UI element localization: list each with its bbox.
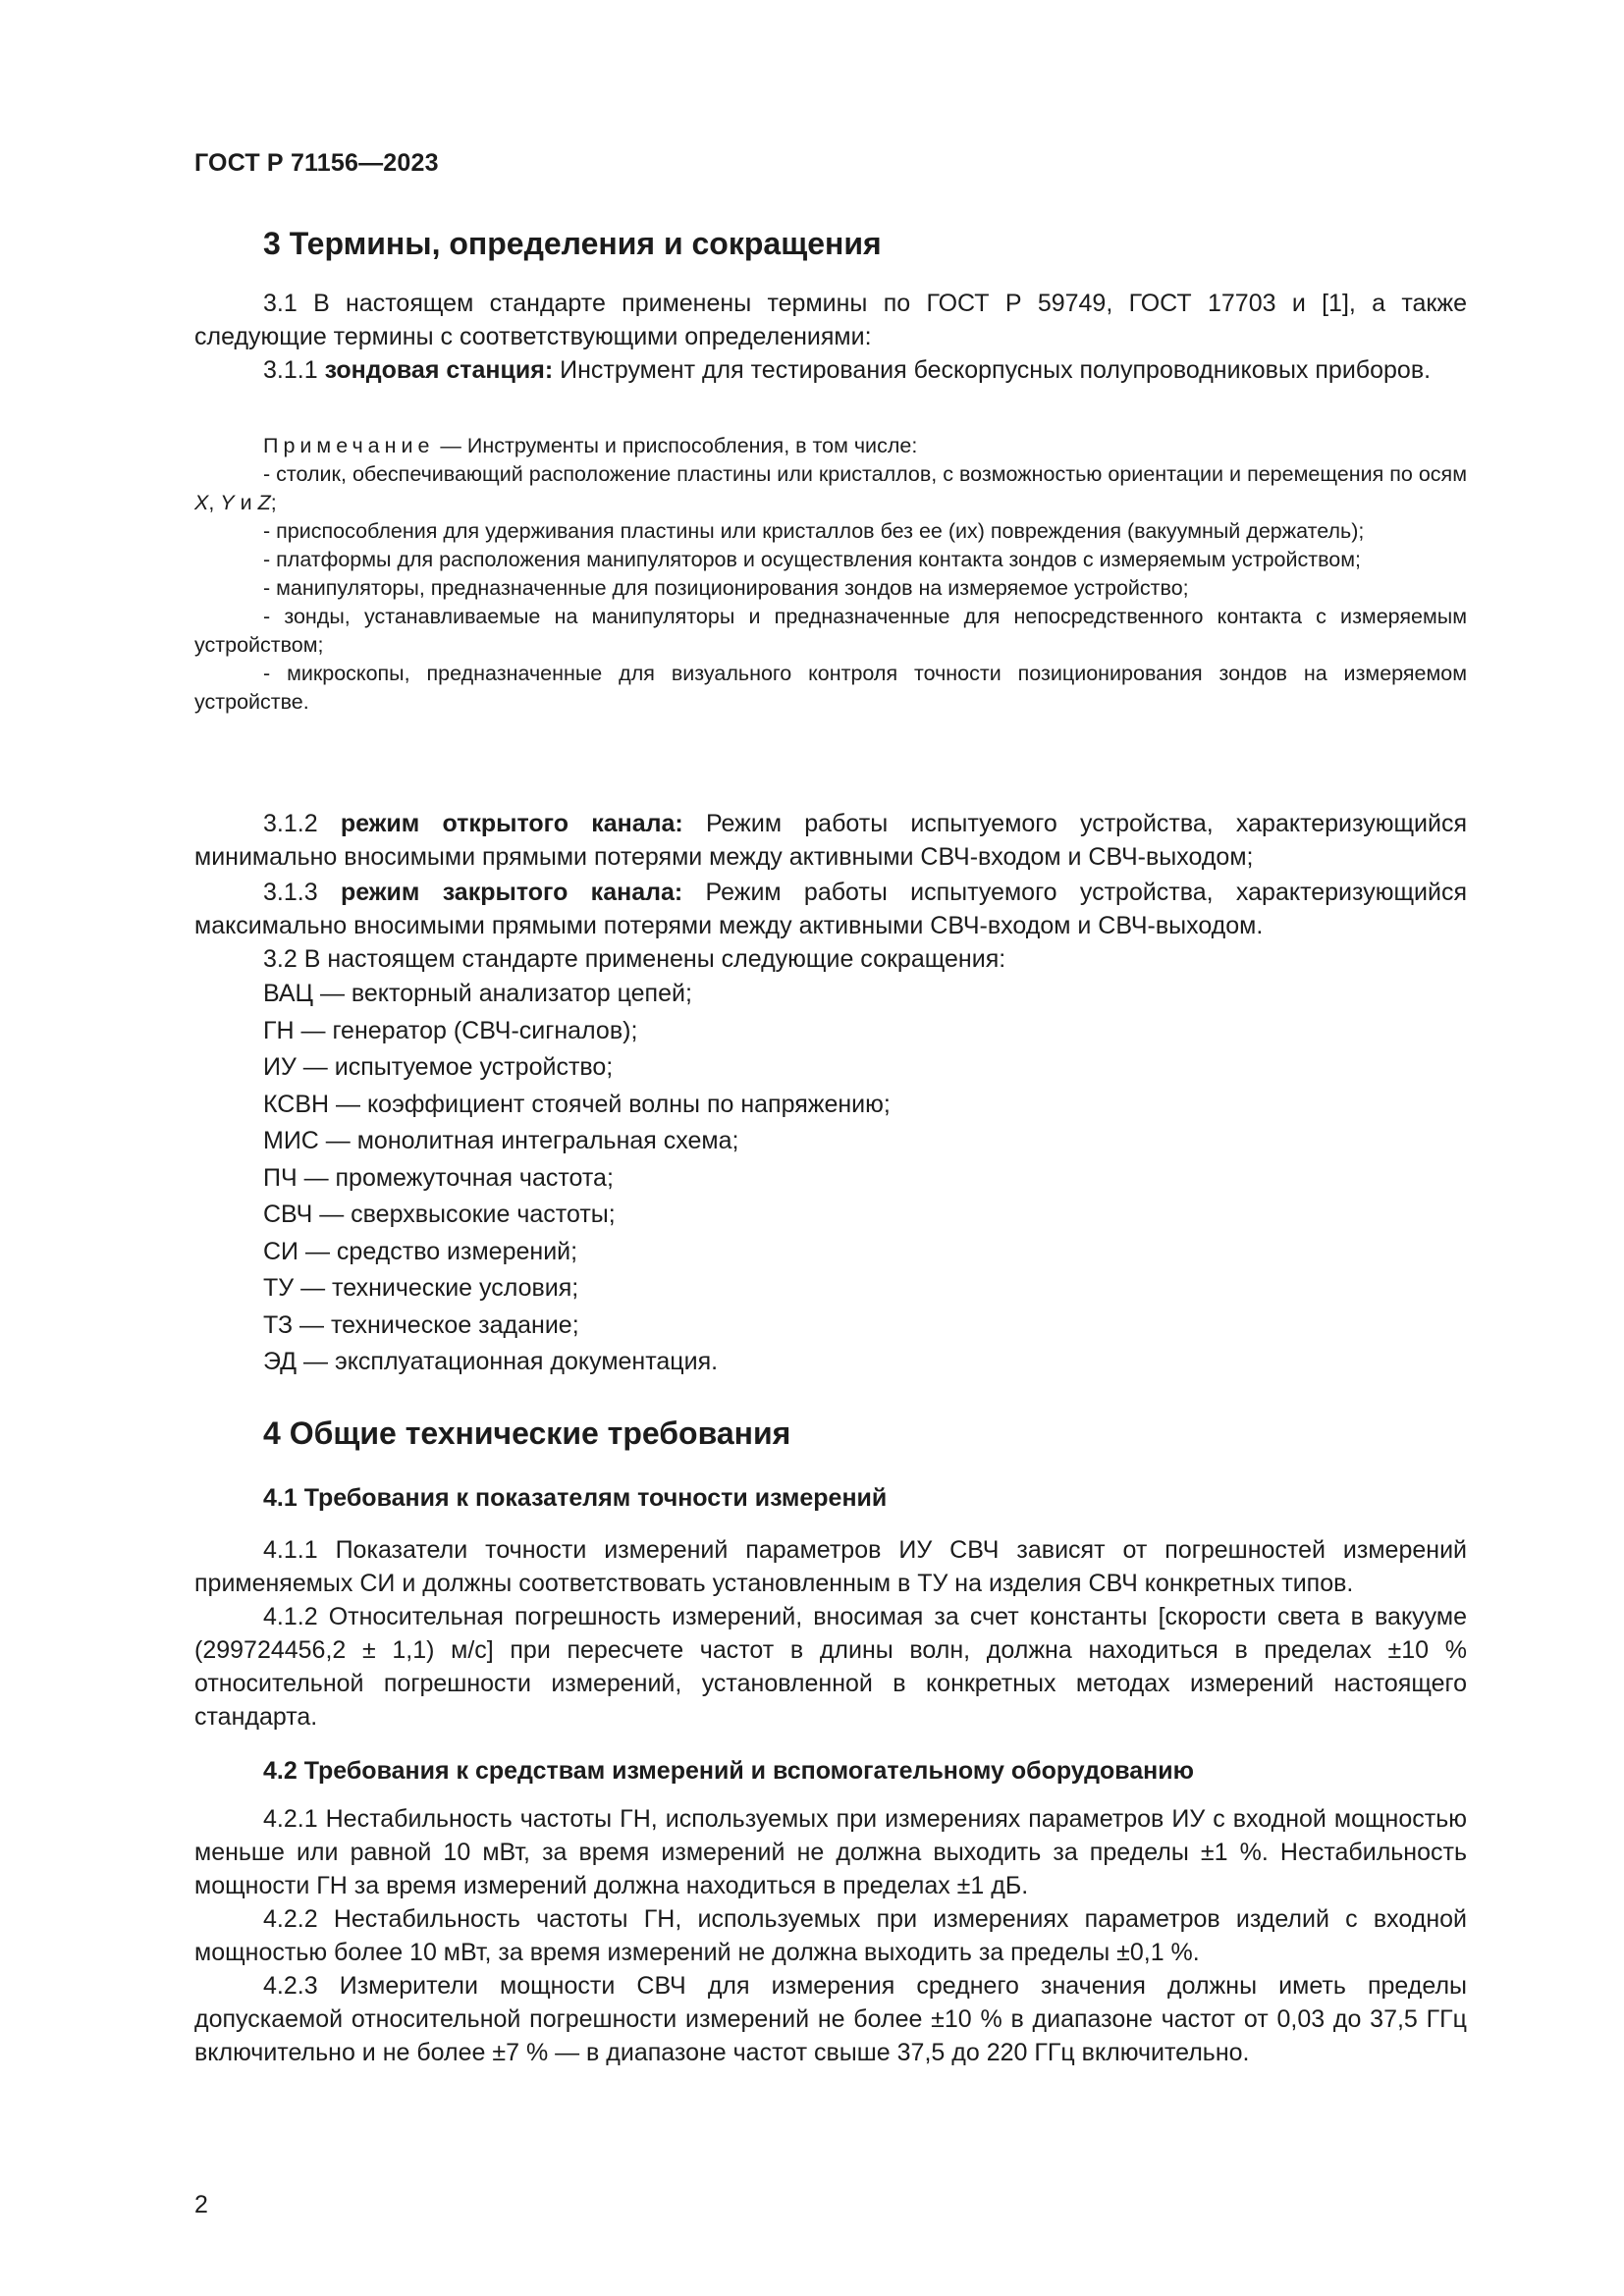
paragraph-4-1-1: 4.1.1 Показатели точности измерений параметров ИУ СВЧ зависят от погрешностей измерений применяемых СИ и должны соответствовать установленным в ТУ на изделия СВЧ конкретных типов. — [194, 1536, 1467, 1597]
note-item: - платформы для расположения манипуляторов и осуществления контакта зондов с измеряемым устройством; — [263, 548, 1361, 571]
abbreviation-item: МИС — монолитная интегральная схема; — [263, 1127, 739, 1154]
abbreviation-list — [194, 976, 1467, 1381]
section-4-heading: 4 Общие технические требования — [263, 1415, 791, 1451]
subsection-4-2-heading: 4.2 Требования к средствам измерений и вспомогательному оборудованию — [263, 1757, 1194, 1785]
note-intro: Примечание — Инструменты и приспособления, в том числе: — [263, 434, 918, 457]
paragraph-4-2-1: 4.2.1 Нестабильность частоты ГН, используемых при измерениях параметров ИУ с входной мощностью меньше или равной 10 мВт, за время измерений не должна выходить за пределы ±1 %. Нестабильность мощности ГН за время измерений должна находиться в пределах ±1 дБ. — [194, 1805, 1467, 1899]
note-item: - микроскопы, предназначенные для визуального контроля точности позиционирования зондов на измеряемом устройстве. — [194, 662, 1467, 714]
subsection-4-1-heading: 4.1 Требования к показателям точности измерений — [263, 1484, 888, 1512]
abbreviation-item: ЭД — эксплуатационная документация. — [263, 1348, 719, 1375]
abbreviation-item: ТУ — технические условия; — [263, 1274, 579, 1302]
note-block — [194, 432, 1467, 717]
abbreviation-item: ТЗ — техническое задание; — [263, 1310, 579, 1339]
paragraph-3-1: 3.1 В настоящем стандарте применены термины по ГОСТ Р 59749, ГОСТ 17703 и [1], а также следующие термины с соответствующими определениями: — [194, 290, 1467, 350]
abbreviation-item: СИ — средство измерений; — [263, 1237, 578, 1265]
term-3-1-1: 3.1.1 зондовая станция: Инструмент для тестирования бескорпусных полупроводниковых приборов. — [263, 356, 1432, 384]
abbreviation-item: ИУ — испытуемое устройство; — [263, 1053, 614, 1081]
paragraph-4-2-2: 4.2.2 Нестабильность частоты ГН, используемых при измерениях параметров изделий с входной мощностью более 10 мВт, за время измерений не должна выходить за пределы ±0,1 %. — [194, 1905, 1467, 1966]
page-number: 2 — [194, 2191, 208, 2218]
section-3-heading: 3 Термины, определения и сокращения — [263, 226, 882, 261]
abbreviation-item: СВЧ — сверхвысокие частоты; — [263, 1201, 616, 1228]
term-name: зондовая станция: — [324, 356, 554, 384]
paragraph-3-2: 3.2 В настоящем стандарте применены следующие сокращения: — [263, 945, 1006, 973]
term-3-1-2: 3.1.2 режим открытого канала: Режим работы испытуемого устройства, характеризующийся минимально вносимыми прямыми потерями между активными СВЧ-входом и СВЧ-выходом; — [194, 810, 1467, 871]
note-item: - манипуляторы, предназначенные для позиционирования зондов на измеряемое устройство; — [263, 576, 1189, 600]
note-item: - приспособления для удерживания пластины или кристаллов без ее (их) повреждения (вакуумный держатель); — [263, 519, 1365, 543]
term-3-1-3: 3.1.3 режим закрытого канала: Режим работы испытуемого устройства, характеризующийся максимально вносимыми прямыми потерями между активными СВЧ-входом и СВЧ-выходом. — [194, 879, 1467, 939]
standard-designation: ГОСТ Р 71156—2023 — [194, 149, 439, 177]
paragraph-4-1-2: 4.1.2 Относительная погрешность измерений, вносимая за счет константы [скорости света в вакууме (299724456,2 ± 1,1) м/с] при пересчете частот в длины волн, должна находиться в пределах ±10 % относительной погрешности измерений, установленной в конкретных методах измерений настоящего стандарта. — [194, 1603, 1467, 1731]
abbreviation-item: ГН — генератор (СВЧ-сигналов); — [263, 1016, 638, 1044]
abbreviation-item: ПЧ — промежуточная частота; — [263, 1163, 614, 1192]
note-item: - зонды, устанавливаемые на манипуляторы и предназначенные для непосредственного контакта с измеряемым устройством; — [194, 605, 1467, 657]
paragraph-4-2-3: 4.2.3 Измерители мощности СВЧ для измерения среднего значения должны иметь пределы допускаемой относительной погрешности измерений не более ±10 % в диапазоне частот от 0,03 до 37,5 ГГц включительно и не более ±7 % — в диапазоне частот свыше 37,5 до 220 ГГц включительно. — [194, 1972, 1467, 2066]
term-name: режим открытого канала: — [340, 810, 683, 837]
abbreviation-item: ВАЦ — векторный анализатор цепей; — [263, 980, 692, 1007]
note-item: - столик, обеспечивающий расположение пластины или кристаллов, с возможностью ориентации и перемещения по осям X, Y и Z; — [194, 462, 1467, 514]
abbreviation-item: КСВН — коэффициент стоячей волны по напряжению; — [263, 1090, 891, 1118]
term-name: режим закрытого канала: — [340, 879, 683, 906]
note-label: Примечание — [263, 434, 435, 457]
